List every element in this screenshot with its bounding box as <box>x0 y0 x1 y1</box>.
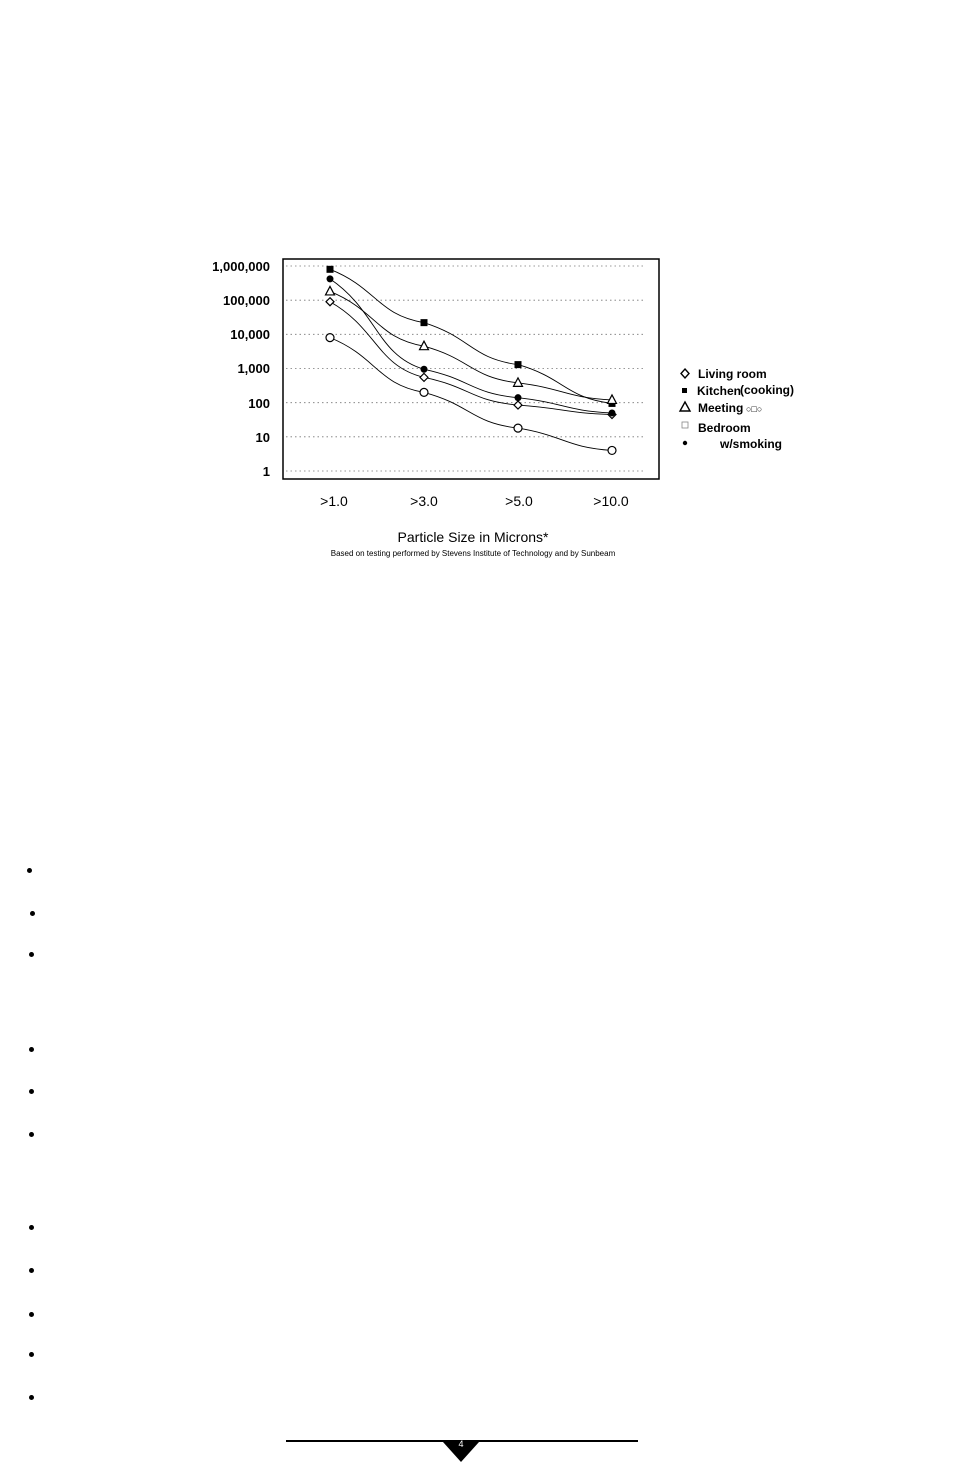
series-lines <box>330 269 612 450</box>
y-tick-label: 1,000 <box>237 361 270 376</box>
bullet-marker <box>29 1225 34 1230</box>
x-tick-label: >1.0 <box>320 493 348 509</box>
bullet-marker <box>29 1312 34 1317</box>
legend-label: ○□○ <box>746 404 763 414</box>
legend-marker-diamond-open <box>681 369 689 378</box>
legend-marker-square-open <box>682 422 688 428</box>
legend-marker-triangle-open <box>680 402 690 411</box>
data-point-circle-filled <box>515 394 522 401</box>
legend-label: Meeting <box>698 401 744 415</box>
data-point-circle-filled <box>327 275 334 282</box>
data-point-square-filled <box>515 361 522 368</box>
y-tick-label: 100 <box>248 396 270 411</box>
page-number: 4 <box>458 1439 464 1449</box>
bullet-marker <box>29 1352 34 1357</box>
bullet-marker <box>29 1047 34 1052</box>
y-tick-label: 10 <box>255 430 270 445</box>
legend-label: Kitchen <box>697 384 742 398</box>
data-point-diamond-open <box>326 298 334 306</box>
x-tick-label: >5.0 <box>505 493 533 509</box>
bullet-marker <box>27 868 32 873</box>
x-tick-label: >10.0 <box>593 493 629 509</box>
data-point-circle-open <box>326 334 334 342</box>
legend <box>680 367 794 451</box>
x-tick-label: >3.0 <box>410 493 438 509</box>
x-axis-label: Particle Size in Microns* <box>397 529 549 545</box>
data-point-circle-open <box>514 424 522 432</box>
data-point-circle-open <box>420 388 428 396</box>
y-tick-label: 10,000 <box>230 327 270 342</box>
legend-label: w/smoking <box>720 437 783 451</box>
data-point-circle-filled <box>609 409 616 416</box>
data-point-triangle-open <box>608 395 617 404</box>
bullet-marker <box>29 1089 34 1094</box>
bullet-marker <box>30 911 35 916</box>
bullet-marker <box>29 1395 34 1400</box>
footnote: Based on testing performed by Stevens Institute of Technology and by Sunbeam <box>330 549 616 558</box>
data-point-square-filled <box>421 319 428 326</box>
data-point-circle-open <box>608 446 616 454</box>
bullet-marker <box>29 1132 34 1137</box>
series-line <box>330 291 612 400</box>
data-point-triangle-open <box>326 286 335 295</box>
series-markers <box>326 266 617 455</box>
bullet-marker <box>29 1268 34 1273</box>
grid-lines <box>286 266 645 471</box>
data-point-square-filled <box>327 266 334 273</box>
bullet-marker <box>29 952 34 957</box>
legend-marker-circle-filled <box>683 441 687 445</box>
legend-label: (cooking) <box>740 383 794 397</box>
legend-label: Bedroom <box>698 421 751 435</box>
data-point-circle-filled <box>421 366 428 373</box>
y-tick-label: 1,000,000 <box>212 259 270 274</box>
y-tick-label: 1 <box>262 464 270 479</box>
particle-chart <box>0 0 954 600</box>
y-tick-label: 100,000 <box>223 293 270 308</box>
legend-marker-square-filled <box>682 388 687 393</box>
series-line <box>330 269 612 403</box>
data-point-diamond-open <box>420 373 428 381</box>
plot-frame <box>283 259 659 479</box>
legend-label: Living room <box>698 367 767 381</box>
